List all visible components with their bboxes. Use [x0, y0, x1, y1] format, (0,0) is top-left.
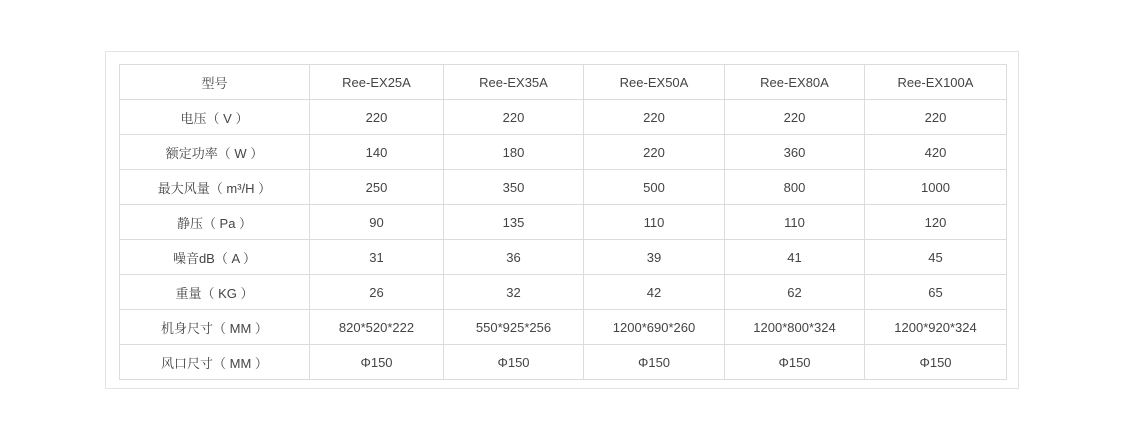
row-label-cell: 机身尺寸（ MM ） — [120, 310, 310, 345]
table-cell: 360 — [725, 135, 865, 170]
header-cell-model: Ree-EX80A — [725, 65, 865, 100]
table-cell: 1200*800*324 — [725, 310, 865, 345]
table-row — [120, 170, 1007, 205]
table-cell: 110 — [725, 205, 865, 240]
table-row — [120, 240, 1007, 275]
table-cell: 42 — [584, 275, 725, 310]
table-cell: 31 — [310, 240, 444, 275]
header-cell-label: 型号 — [120, 65, 310, 100]
table-cell: 220 — [725, 100, 865, 135]
table-cell: 140 — [310, 135, 444, 170]
table-cell: 220 — [310, 100, 444, 135]
table-cell: 41 — [725, 240, 865, 275]
table-cell: 550*925*256 — [444, 310, 584, 345]
table-row — [120, 205, 1007, 240]
table-header-row — [120, 65, 1007, 100]
table-cell: 65 — [865, 275, 1007, 310]
table-row — [120, 100, 1007, 135]
table-cell: 820*520*222 — [310, 310, 444, 345]
table-cell: 220 — [865, 100, 1007, 135]
table-cell: 62 — [725, 275, 865, 310]
table-cell: 220 — [444, 100, 584, 135]
table-row — [120, 135, 1007, 170]
row-label-cell: 风口尺寸（ MM ） — [120, 345, 310, 380]
table-cell: 250 — [310, 170, 444, 205]
row-label-cell: 静压（ Pa ） — [120, 205, 310, 240]
table-cell: 1200*690*260 — [584, 310, 725, 345]
table-row — [120, 275, 1007, 310]
table-cell: 500 — [584, 170, 725, 205]
table-row — [120, 310, 1007, 345]
table-cell: 220 — [584, 100, 725, 135]
table-cell: Φ150 — [865, 345, 1007, 380]
header-cell-model: Ree-EX50A — [584, 65, 725, 100]
table-cell: 800 — [725, 170, 865, 205]
table-cell: 1000 — [865, 170, 1007, 205]
table-cell: 45 — [865, 240, 1007, 275]
table-cell: Φ150 — [584, 345, 725, 380]
row-label-cell: 电压（ V ） — [120, 100, 310, 135]
table-cell: 1200*920*324 — [865, 310, 1007, 345]
row-label-cell: 重量（ KG ） — [120, 275, 310, 310]
table-cell: Φ150 — [310, 345, 444, 380]
table-cell: 420 — [865, 135, 1007, 170]
table-cell: 32 — [444, 275, 584, 310]
table-cell: Φ150 — [444, 345, 584, 380]
header-cell-model: Ree-EX100A — [865, 65, 1007, 100]
row-label-cell: 噪音dB（ A ） — [120, 240, 310, 275]
spec-table — [119, 64, 1007, 380]
table-cell: 90 — [310, 205, 444, 240]
table-row — [120, 345, 1007, 380]
table-cell: 180 — [444, 135, 584, 170]
row-label-cell: 最大风量（ m³/H ） — [120, 170, 310, 205]
header-cell-model: Ree-EX25A — [310, 65, 444, 100]
table-cell: 135 — [444, 205, 584, 240]
table-cell: 220 — [584, 135, 725, 170]
header-cell-model: Ree-EX35A — [444, 65, 584, 100]
table-cell: 110 — [584, 205, 725, 240]
table-cell: 26 — [310, 275, 444, 310]
table-cell: 350 — [444, 170, 584, 205]
table-cell: 39 — [584, 240, 725, 275]
table-cell: 36 — [444, 240, 584, 275]
table-cell: Φ150 — [725, 345, 865, 380]
row-label-cell: 额定功率（ W ） — [120, 135, 310, 170]
table-cell: 120 — [865, 205, 1007, 240]
